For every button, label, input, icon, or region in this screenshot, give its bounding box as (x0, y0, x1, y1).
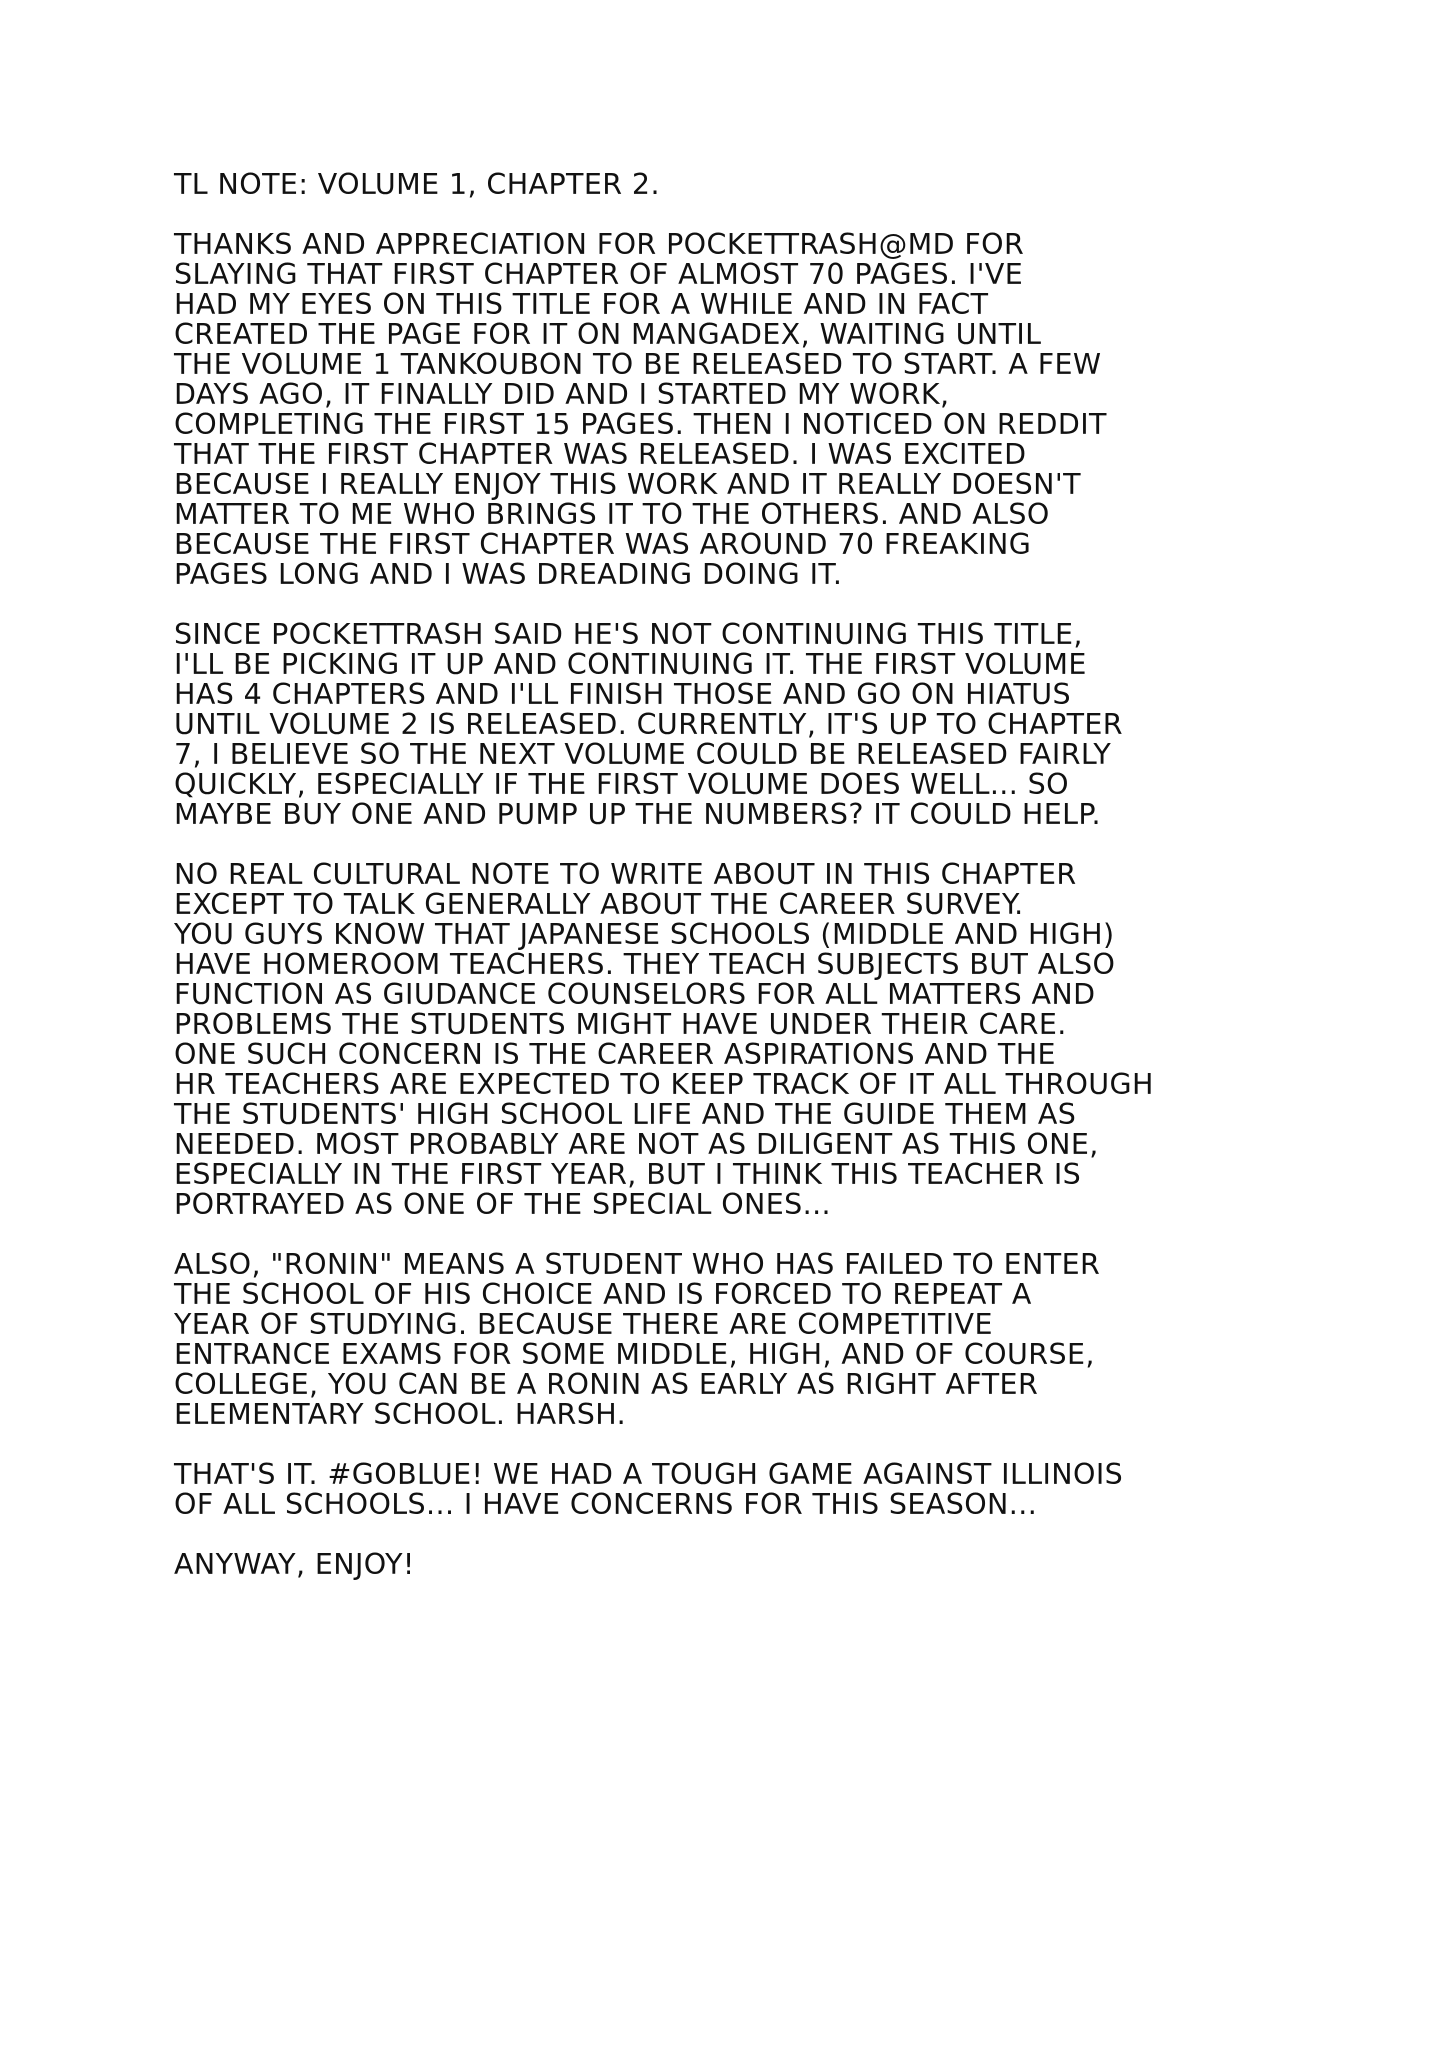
text-line: ENTRANCE EXAMS FOR SOME MIDDLE, HIGH, AND OF COURSE, (174, 1338, 1095, 1371)
paragraph-ronin (174, 1250, 1304, 1430)
text-line: NO REAL CULTURAL NOTE TO WRITE ABOUT IN THIS CHAPTER (174, 858, 1077, 891)
text-line: YOU GUYS KNOW THAT JAPANESE SCHOOLS (MIDDLE AND HIGH) (174, 918, 1115, 951)
text-line: UNTIL VOLUME 2 IS RELEASED. CURRENTLY, IT'S UP TO CHAPTER (174, 708, 1123, 741)
text-line: PORTRAYED AS ONE OF THE SPECIAL ONES... (174, 1188, 832, 1221)
text-line: ESPECIALLY IN THE FIRST YEAR, BUT I THINK THIS TEACHER IS (174, 1158, 1082, 1191)
text-line: DAYS AGO, IT FINALLY DID AND I STARTED MY WORK, (174, 378, 950, 411)
text-line: THAT'S IT. #GOBLUE! WE HAD A TOUGH GAME AGAINST ILLINOIS (174, 1458, 1124, 1491)
text-line: HAVE HOMEROOM TEACHERS. THEY TEACH SUBJECTS BUT ALSO (174, 948, 1116, 981)
text-line: THE STUDENTS' HIGH SCHOOL LIFE AND THE GUIDE THEM AS (174, 1098, 1077, 1131)
text-line: COLLEGE, YOU CAN BE A RONIN AS EARLY AS RIGHT AFTER (174, 1368, 1039, 1401)
text-line: SLAYING THAT FIRST CHAPTER OF ALMOST 70 PAGES. I'VE (174, 258, 1024, 291)
paragraph-continuation (174, 620, 1304, 830)
text-line: YEAR OF STUDYING. BECAUSE THERE ARE COMPETITIVE (174, 1308, 993, 1341)
text-line: CREATED THE PAGE FOR IT ON MANGADEX, WAITING UNTIL (174, 318, 1042, 351)
text-line: HAD MY EYES ON THIS TITLE FOR A WHILE AND IN FACT (174, 288, 989, 321)
text-line: THAT THE FIRST CHAPTER WAS RELEASED. I WAS EXCITED (174, 438, 1027, 471)
text-line: MAYBE BUY ONE AND PUMP UP THE NUMBERS? IT COULD HELP. (174, 798, 1101, 831)
paragraph-cultural-note (174, 860, 1304, 1220)
text-line: ELEMENTARY SCHOOL. HARSH. (174, 1398, 627, 1431)
text-line: 7, I BELIEVE SO THE NEXT VOLUME COULD BE RELEASED FAIRLY (174, 738, 1112, 771)
text-line: EXCEPT TO TALK GENERALLY ABOUT THE CAREER SURVEY. (174, 888, 1024, 921)
text-line: ALSO, "RONIN" MEANS A STUDENT WHO HAS FAILED TO ENTER (174, 1248, 1101, 1281)
text-line: ONE SUCH CONCERN IS THE CAREER ASPIRATIONS AND THE (174, 1038, 1056, 1071)
text-line: OF ALL SCHOOLS... I HAVE CONCERNS FOR THIS SEASON... (174, 1488, 1038, 1521)
text-line: FUNCTION AS GIUDANCE COUNSELORS FOR ALL MATTERS AND (174, 978, 1096, 1011)
paragraph-signoff (174, 1550, 1304, 1580)
text-line: QUICKLY, ESPECIALLY IF THE FIRST VOLUME DOES WELL... SO (174, 768, 1070, 801)
text-line: HR TEACHERS ARE EXPECTED TO KEEP TRACK OF IT ALL THROUGH (174, 1068, 1154, 1101)
text-line: BECAUSE THE FIRST CHAPTER WAS AROUND 70 FREAKING (174, 528, 1032, 561)
text-line: THE SCHOOL OF HIS CHOICE AND IS FORCED TO REPEAT A (174, 1278, 1032, 1311)
text-line: I'LL BE PICKING IT UP AND CONTINUING IT. THE FIRST VOLUME (174, 648, 1087, 681)
text-line: PAGES LONG AND I WAS DREADING DOING IT. (174, 558, 843, 591)
translator-note (174, 170, 1304, 1610)
text-line: BECAUSE I REALLY ENJOY THIS WORK AND IT REALLY DOESN'T (174, 468, 1081, 501)
text-line: THANKS AND APPRECIATION FOR POCKETTRASH@MD FOR (174, 228, 1025, 261)
paragraph-credits (174, 230, 1304, 590)
text-line: ANYWAY, ENJOY! (174, 1548, 415, 1581)
text-line: COMPLETING THE FIRST 15 PAGES. THEN I NOTICED ON REDDIT (174, 408, 1107, 441)
text-line: THE VOLUME 1 TANKOUBON TO BE RELEASED TO START. A FEW (174, 348, 1102, 381)
text-line: SINCE POCKETTRASH SAID HE'S NOT CONTINUING THIS TITLE, (174, 618, 1083, 651)
paragraph-goblue (174, 1460, 1304, 1520)
note-title: TL NOTE: VOLUME 1, CHAPTER 2. (174, 168, 660, 201)
text-line: HAS 4 CHAPTERS AND I'LL FINISH THOSE AND GO ON HIATUS (174, 678, 1071, 711)
text-line: MATTER TO ME WHO BRINGS IT TO THE OTHERS. AND ALSO (174, 498, 1050, 531)
text-line: NEEDED. MOST PROBABLY ARE NOT AS DILIGENT AS THIS ONE, (174, 1128, 1099, 1161)
text-line: PROBLEMS THE STUDENTS MIGHT HAVE UNDER THEIR CARE. (174, 1008, 1067, 1041)
